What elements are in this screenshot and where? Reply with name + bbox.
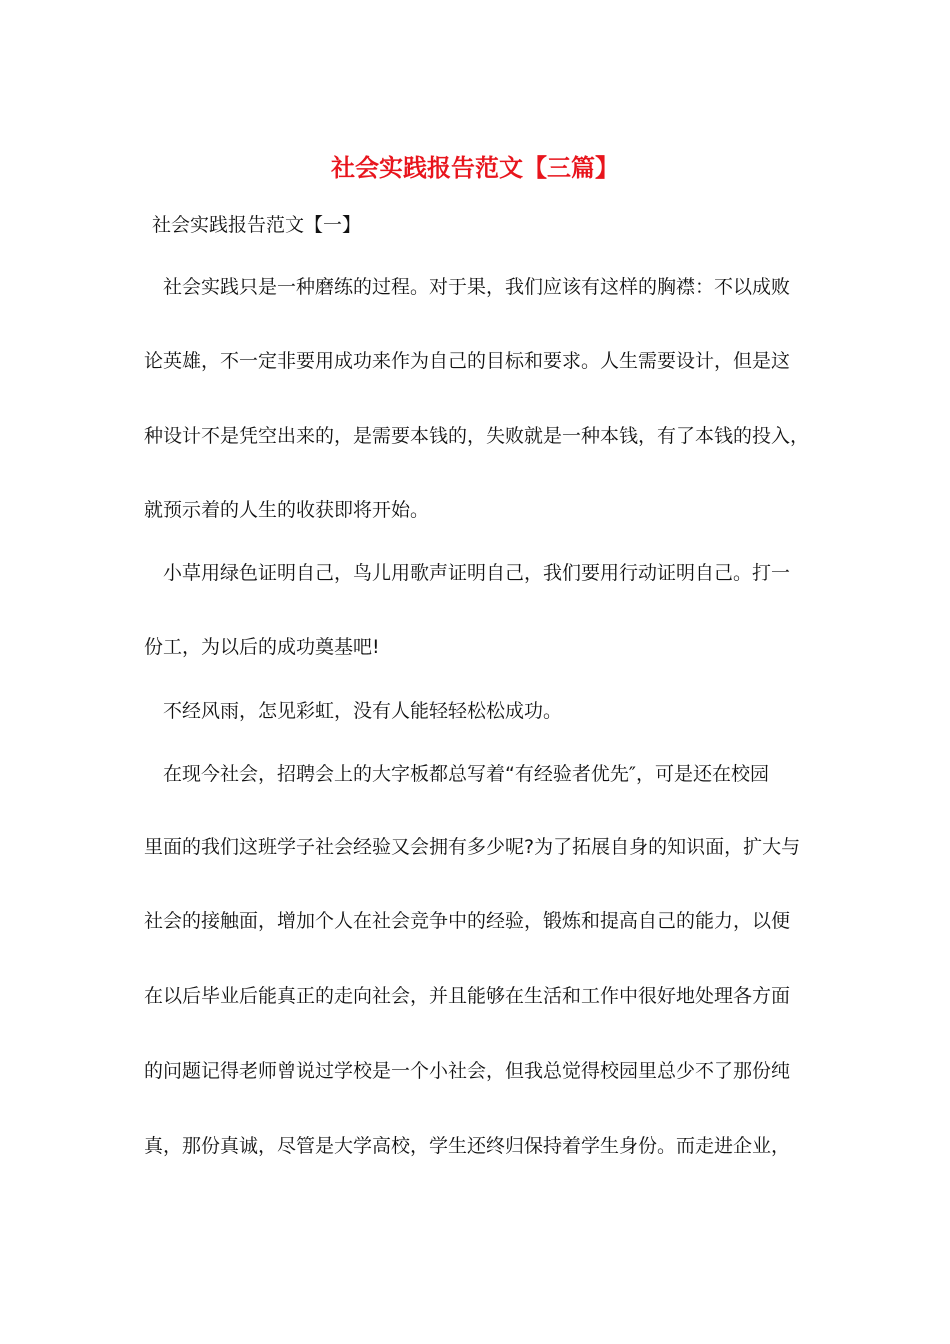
paragraph-line: 里面的我们这班学子社会经验又会拥有多少呢?为了拓展自身的知识面，扩大与 (144, 836, 801, 858)
paragraph-line: 真，那份真诚，尽管是大学高校，学生还终归保持着学生身份。而走进企业， (144, 1135, 791, 1157)
paragraph-line: 份工，为以后的成功奠基吧! (144, 636, 380, 658)
paragraph-line: 社会实践只是一种磨练的过程。对于果，我们应该有这样的胸襟：不以成败 (163, 276, 791, 298)
paragraph-line: 论英雄，不一定非要用成功来作为自己的目标和要求。人生需要设计，但是这 (144, 350, 791, 372)
paragraph-line: 社会的接触面，增加个人在社会竞争中的经验，锻炼和提高自己的能力，以便 (144, 910, 791, 932)
paragraph-line: 就预示着的人生的收获即将开始。 (144, 499, 430, 521)
section-heading: 社会实践报告范文【一】 (152, 214, 362, 236)
paragraph-line: 在现今社会，招聘会上的大字板都总写着“有经验者优先″，可是还在校园 (163, 763, 769, 785)
paragraph-line: 在以后毕业后能真正的走向社会，并且能够在生活和工作中很好地处理各方面 (144, 985, 791, 1007)
paragraph-line: 的问题记得老师曾说过学校是一个小社会，但我总觉得校园里总少不了那份纯 (144, 1060, 791, 1082)
document-title: 社会实践报告范文【三篇】 (331, 153, 619, 182)
paragraph-line: 不经风雨，怎见彩虹，没有人能轻轻松松成功。 (163, 700, 563, 722)
paragraph-line: 种设计不是凭空出来的，是需要本钱的，失败就是一种本钱，有了本钱的投入， (144, 425, 810, 447)
paragraph-line: 小草用绿色证明自己，鸟儿用歌声证明自己，我们要用行动证明自己。打一 (163, 562, 791, 584)
